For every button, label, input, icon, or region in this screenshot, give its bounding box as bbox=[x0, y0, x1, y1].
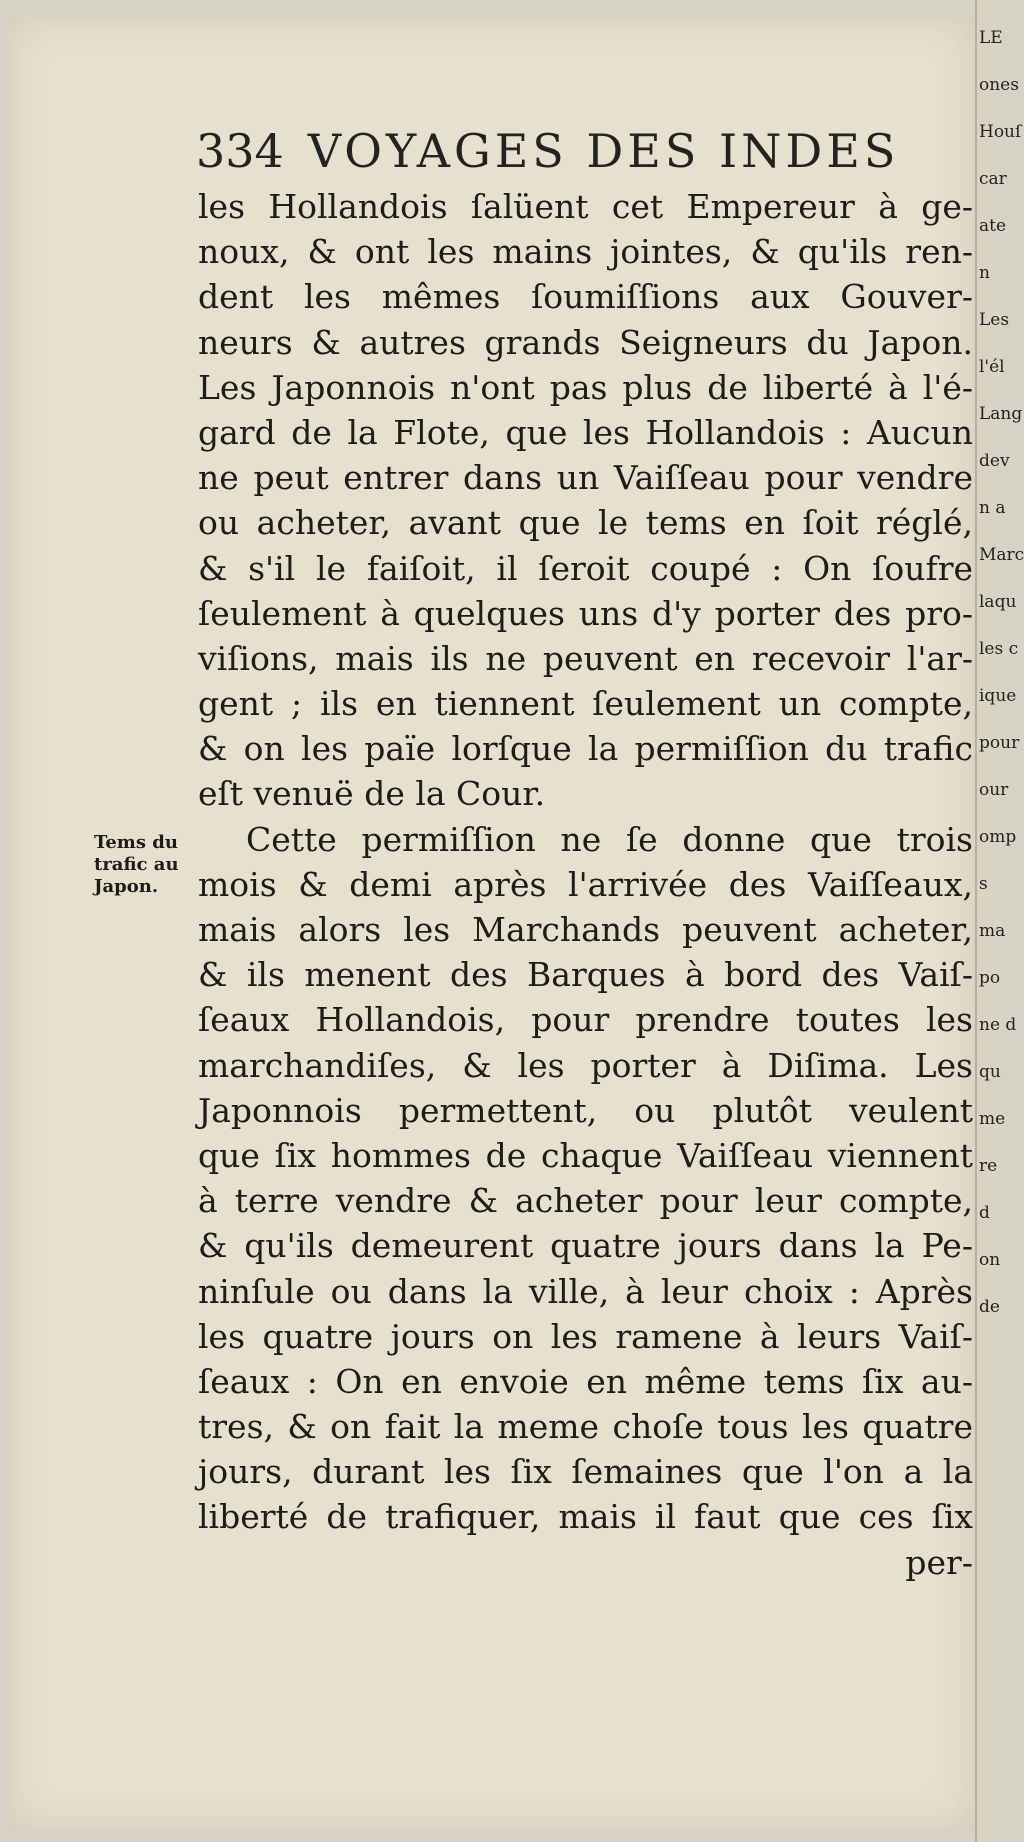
facing-page-fragment: Marc bbox=[979, 545, 1024, 565]
facing-page-fragment: po bbox=[979, 968, 1001, 988]
facing-page-edge bbox=[975, 0, 1024, 1842]
text-line: Cette permiſſion ne ſe donne que trois bbox=[246, 819, 973, 859]
facing-page-fragment: de bbox=[979, 1297, 1000, 1317]
text-line: mois & demi après l'arrivée des Vaiſſeaux, bbox=[198, 864, 973, 904]
text-line: ne peut entrer dans un Vaiſſeau pour vendre bbox=[198, 458, 973, 498]
facing-page-fragment: les c bbox=[979, 639, 1019, 659]
text-line: dent les mêmes ſoumiſſions aux Gouver- bbox=[198, 277, 973, 317]
facing-page-fragment: ma bbox=[979, 921, 1006, 941]
body-text bbox=[198, 184, 973, 1585]
margin-note-line: Tems du bbox=[94, 832, 178, 853]
text-line: & ils menent des Barques à bord des Vaiſ- bbox=[198, 955, 973, 995]
facing-page-fragment: dev bbox=[979, 451, 1010, 471]
facing-page-fragment: s bbox=[979, 874, 988, 894]
facing-page-fragment: on bbox=[979, 1250, 1001, 1270]
text-line: & s'il le faiſoit, il ſeroit coupé : On ſoufre bbox=[198, 548, 973, 588]
facing-page-fragment: l'él bbox=[979, 357, 1005, 377]
text-line: eſt venuë de la Cour. bbox=[198, 774, 546, 814]
catchword: per- bbox=[905, 1542, 973, 1582]
text-line: à terre vendre & acheter pour leur compte, bbox=[198, 1181, 973, 1221]
running-header bbox=[196, 124, 899, 178]
text-line: mais alors les Marchands peuvent acheter, bbox=[198, 910, 973, 949]
text-line: Japonnois permettent, ou plutôt veulent bbox=[198, 1090, 973, 1130]
facing-page-fragment: me bbox=[979, 1109, 1006, 1129]
margin-note-line: Japon. bbox=[94, 876, 159, 897]
text-line: viſions, mais ils ne peuvent en recevoir l'ar- bbox=[198, 638, 973, 678]
text-line: ſeaux : On en envoie en même tems ſix au- bbox=[198, 1361, 973, 1401]
margin-note-line: trafic au bbox=[94, 854, 179, 875]
facing-page-fragment: ne d bbox=[979, 1015, 1017, 1035]
text-line: ou acheter, avant que le tems en ſoit réglé, bbox=[198, 503, 973, 543]
facing-page-fragment: omp bbox=[979, 827, 1017, 847]
facing-page-fragment: n a bbox=[979, 498, 1006, 518]
text-line: gent ; ils en tiennent ſeulement un compte, bbox=[198, 684, 973, 724]
text-line: les quatre jours on les ramene à leurs Vaiſ- bbox=[198, 1316, 973, 1356]
text-line: ſeaux Hollandois, pour prendre toutes les bbox=[198, 1000, 973, 1040]
text-line: jours, durant les ſix ſemaines que l'on a la bbox=[198, 1452, 973, 1492]
facing-page-fragment: ate bbox=[979, 216, 1007, 236]
facing-page-fragment: Houſ bbox=[979, 122, 1022, 142]
facing-page-fragment: ones bbox=[979, 75, 1019, 95]
text-line: ſeulement à quelques uns d'y porter des pro- bbox=[198, 593, 973, 633]
text-line: ninſule ou dans la ville, à leur choix : Après bbox=[198, 1271, 973, 1311]
facing-page-fragment: LE bbox=[979, 28, 1003, 48]
facing-page-fragment: qu bbox=[979, 1062, 1001, 1082]
facing-page-fragment: Les bbox=[979, 310, 1010, 330]
text-line: Les Japonnois n'ont pas plus de liberté à l'é- bbox=[198, 367, 973, 407]
facing-page-fragment: pour bbox=[979, 733, 1020, 753]
text-line: tres, & on fait la meme choſe tous les quatre bbox=[198, 1407, 973, 1447]
facing-page-fragment: ique bbox=[979, 686, 1017, 706]
text-line: marchandiſes, & les porter à Diſima. Les bbox=[198, 1045, 973, 1085]
facing-page-fragment: n bbox=[979, 263, 990, 283]
text-line: & qu'ils demeurent quatre jours dans la Pe- bbox=[198, 1226, 973, 1266]
book-page bbox=[8, 16, 974, 1830]
text-line: noux, & ont les mains jointes, & qu'ils ren- bbox=[198, 232, 973, 272]
running-title: VOYAGES DES INDES bbox=[307, 124, 900, 178]
facing-page-fragment: d bbox=[979, 1203, 990, 1223]
text-line: & on les païe lorſque la permiſſion du trafic bbox=[198, 729, 973, 769]
margin-note bbox=[94, 832, 204, 898]
page-number: 334 bbox=[196, 124, 284, 178]
facing-page-fragment: car bbox=[979, 169, 1007, 189]
facing-page-fragment: re bbox=[979, 1156, 998, 1176]
text-line: liberté de trafiquer, mais il faut que ces ſix bbox=[198, 1497, 973, 1537]
text-line: que ſix hommes de chaque Vaiſſeau viennent bbox=[198, 1135, 973, 1175]
facing-page-fragment: Lang bbox=[979, 404, 1023, 424]
text-line: neurs & autres grands Seigneurs du Japon. bbox=[198, 322, 973, 362]
text-line: les Hollandois ſalüent cet Empereur à ge- bbox=[198, 187, 973, 226]
facing-page-fragment: laqu bbox=[979, 592, 1017, 612]
facing-page-fragment: our bbox=[979, 780, 1009, 800]
text-line: gard de la Flote, que les Hollandois : Aucun bbox=[198, 412, 973, 452]
